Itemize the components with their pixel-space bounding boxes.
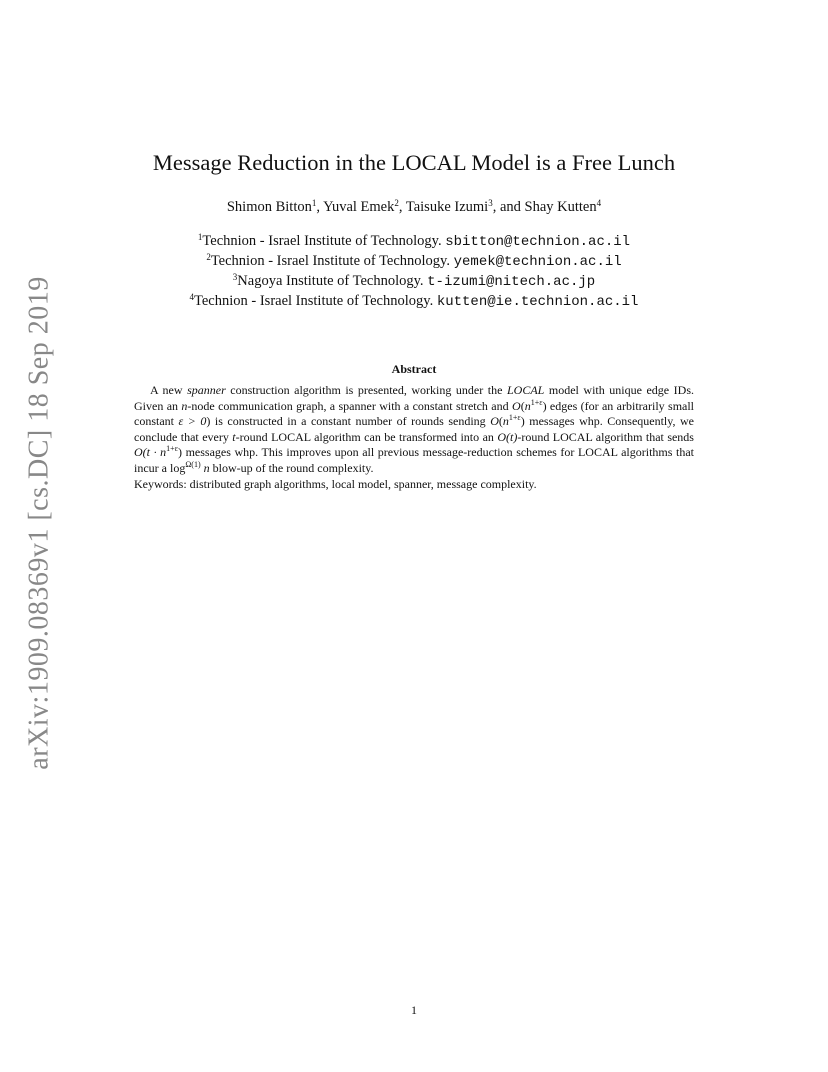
affiliation-institution: Technion - Israel Institute of Technology.	[202, 233, 442, 249]
affiliation-email[interactable]: kutten@ie.technion.ac.il	[436, 294, 639, 310]
affiliation-email[interactable]: sbitton@technion.ac.il	[445, 234, 631, 250]
affiliation-institution: Nagoya Institute of Technology.	[237, 273, 424, 289]
abstract-heading: Abstract	[391, 362, 437, 376]
affiliation	[0, 272, 828, 292]
author-mark: 2	[394, 198, 399, 208]
affiliation-mark: 3	[232, 272, 238, 282]
paper-title: Message Reduction in the LOCAL Model is a Free Lunch	[152, 150, 676, 175]
author-mark: 1	[311, 198, 317, 208]
abstract-text: -round LOCAL algorithm can be transformed into an	[235, 429, 498, 444]
math-exponent: Ω(1)	[185, 459, 201, 469]
math-variable: n	[524, 398, 531, 413]
affiliation	[0, 232, 828, 252]
author-name: Taisuke Izumi	[405, 199, 489, 215]
abstract-text: ) edges (for an arbitrarily small constant	[134, 398, 695, 429]
abstract-text: ) is constructed in a constant number of rounds sending	[206, 414, 491, 429]
abstract-text: ) messages whp. Consequently, we conclude that every	[134, 414, 694, 444]
abstract-text: model with unique edge IDs. Given an	[134, 383, 694, 413]
author-mark: 3	[488, 198, 493, 208]
math-exponent: 1+ε	[166, 444, 179, 454]
math-variable: n	[502, 414, 509, 429]
author-separator: , and	[492, 199, 525, 215]
affiliation-email[interactable]: yemek@technion.ac.il	[453, 254, 622, 270]
math-variable: n	[181, 398, 188, 413]
abstract-text: A new	[150, 383, 188, 397]
keywords: Keywords: distributed graph algorithms, local model, spanner, message complexity.	[134, 476, 537, 491]
abstract-emphasis: spanner	[187, 383, 226, 397]
author-separator: ,	[316, 199, 324, 215]
abstract-text: ) messages whp. This improves upon all previous message-reduction schemes for LOCAL algorithms that incur a log	[134, 445, 694, 475]
author-name: Shay Kutten	[524, 199, 597, 215]
math-expression: O(t · n	[134, 445, 167, 460]
math-variable: O	[512, 398, 521, 413]
math-exponent: 1+ε	[508, 413, 521, 423]
affiliation-mark: 4	[189, 292, 195, 302]
affiliation-institution: Technion - Israel Institute of Technology.	[210, 253, 450, 269]
abstract-text: construction algorithm is presented, working under the	[225, 383, 507, 397]
math-variable: t	[232, 429, 236, 444]
abstract-text: -round LOCAL algorithm that sends	[517, 429, 694, 444]
math-variable: O	[490, 414, 499, 429]
arxiv-identifier-text: arXiv:1909.08369v1 [cs.DC] 18 Sep 2019	[24, 276, 55, 770]
affiliation-email[interactable]: t-izumi@nitech.ac.jp	[427, 274, 596, 290]
abstract-text: blow-up of the round complexity.	[209, 460, 374, 475]
abstract-emphasis: LOCAL	[506, 383, 545, 397]
math-expression: O(t)	[497, 429, 518, 444]
page-number: 1	[411, 1003, 417, 1017]
author-list	[0, 199, 828, 216]
author-name: Yuval Emek	[323, 199, 395, 215]
affiliation	[0, 252, 828, 272]
math-variable: n	[203, 460, 210, 475]
affiliation-mark: 1	[197, 232, 203, 242]
math-symbol: (	[520, 398, 525, 413]
abstract-text: -node communication graph, a spanner with a constant stretch and	[187, 398, 513, 413]
abstract-paragraph	[134, 383, 694, 477]
affiliation-institution: Technion - Israel Institute of Technology.	[194, 293, 434, 309]
abstract-body	[134, 383, 694, 492]
author-mark: 4	[596, 198, 602, 208]
math-symbol: (	[498, 414, 503, 429]
author-name: Shimon Bitton	[226, 199, 312, 215]
affiliation-mark: 2	[206, 252, 211, 262]
arxiv-identifier-stamp	[20, 276, 60, 770]
author-separator: ,	[398, 199, 406, 215]
math-expression: ε > 0	[178, 414, 207, 429]
math-exponent: 1+ε	[530, 397, 543, 407]
affiliation-list	[0, 232, 828, 312]
affiliation	[0, 292, 828, 312]
